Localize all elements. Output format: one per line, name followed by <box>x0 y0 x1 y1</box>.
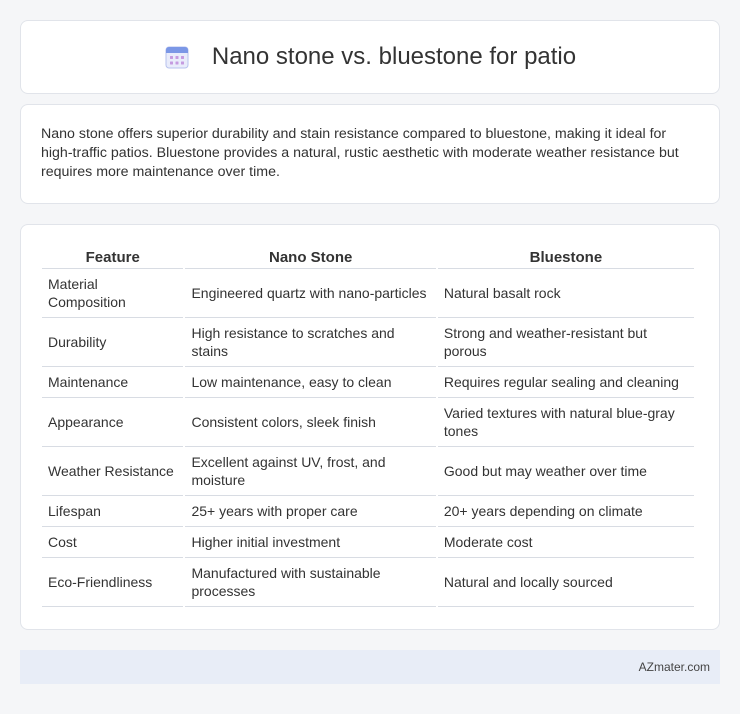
bluestone-cell: Natural basalt rock <box>438 269 694 318</box>
nano-stone-cell: Manufactured with sustainable processes <box>185 558 435 607</box>
bluestone-cell: Strong and weather-resistant but porous <box>438 318 694 367</box>
bluestone-cell: Requires regular sealing and cleaning <box>438 367 694 398</box>
table-row <box>42 447 694 496</box>
feature-cell: Appearance <box>42 398 183 447</box>
table-row <box>42 318 694 367</box>
header-feature: Feature <box>42 247 183 269</box>
nano-stone-cell: 25+ years with proper care <box>185 496 435 527</box>
feature-cell: Material Composition <box>42 269 183 318</box>
title-card <box>20 20 720 94</box>
summary-text: Nano stone offers superior durability and stain resistance compared to bluestone, making it ideal for high-traffic patios. Bluestone provides a natural, rustic aesthetic with moderate weather resistance but requires more maintenance over time. <box>41 126 679 180</box>
nano-stone-cell: Consistent colors, sleek finish <box>185 398 435 447</box>
bluestone-cell: Moderate cost <box>438 527 694 558</box>
comparison-table <box>40 247 696 607</box>
header-nano-stone: Nano Stone <box>185 247 435 269</box>
nano-stone-cell: Excellent against UV, frost, and moisture <box>185 447 435 496</box>
feature-cell: Lifespan <box>42 496 183 527</box>
feature-cell: Weather Resistance <box>42 447 183 496</box>
bluestone-cell: Good but may weather over time <box>438 447 694 496</box>
table-row <box>42 398 694 447</box>
calendar-icon <box>164 44 190 70</box>
comparison-table-card <box>20 224 720 630</box>
page-title: Nano stone vs. bluestone for patio <box>211 43 577 70</box>
bluestone-cell: 20+ years depending on climate <box>438 496 694 527</box>
summary-card <box>20 104 720 204</box>
nano-stone-cell: Engineered quartz with nano-particles <box>185 269 435 318</box>
nano-stone-cell: High resistance to scratches and stains <box>185 318 435 367</box>
feature-cell: Maintenance <box>42 367 183 398</box>
nano-stone-cell: Higher initial investment <box>185 527 435 558</box>
bluestone-cell: Natural and locally sourced <box>438 558 694 607</box>
nano-stone-cell: Low maintenance, easy to clean <box>185 367 435 398</box>
table-row <box>42 367 694 398</box>
footer <box>20 650 720 684</box>
feature-cell: Durability <box>42 318 183 367</box>
table-header-row <box>42 247 694 269</box>
feature-cell: Cost <box>42 527 183 558</box>
table-row <box>42 496 694 527</box>
feature-cell: Eco-Friendliness <box>42 558 183 607</box>
table-row <box>42 527 694 558</box>
table-row <box>42 269 694 318</box>
bluestone-cell: Varied textures with natural blue-gray tones <box>438 398 694 447</box>
header-bluestone: Bluestone <box>438 247 694 269</box>
footer-brand[interactable]: AZmater.com <box>638 660 710 674</box>
table-row <box>42 558 694 607</box>
